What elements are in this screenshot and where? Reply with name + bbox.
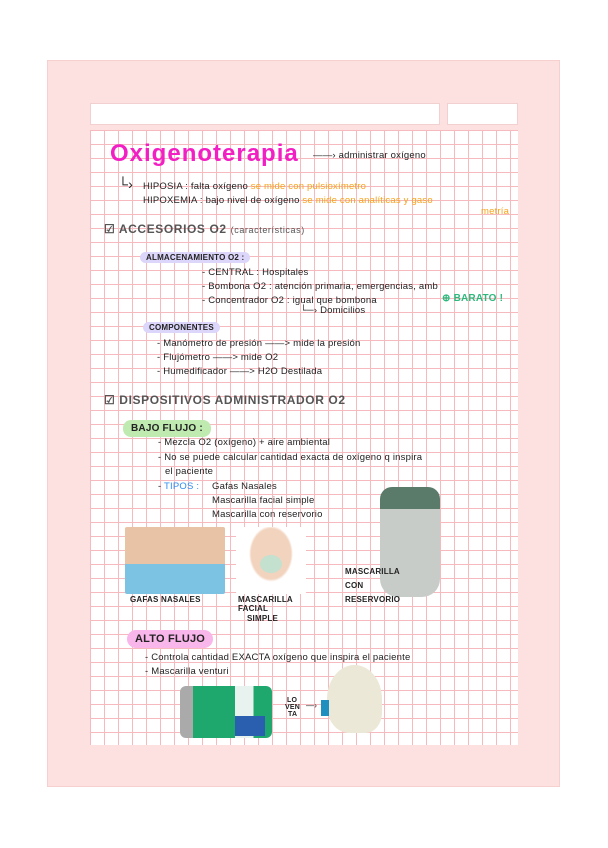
almacenamiento-item: - CENTRAL : Hospitales [202, 267, 309, 278]
hiposia-label: HIPOSIA : falta oxígeno [143, 181, 248, 192]
tipos-label: TIPOS : [164, 481, 200, 492]
caption-simple: MASCARILLA [238, 595, 293, 604]
barato-note [442, 293, 503, 304]
bracket-arrow-icon: └› [118, 176, 133, 192]
tipos-line: - TIPOS : [158, 481, 200, 492]
domicilios-text: Domicilios [320, 305, 366, 316]
tipo-item: Mascarilla facial simple [212, 495, 315, 506]
almacenamiento-item: - Bombona O2 : atención primaria, emergencias, amb [202, 281, 438, 292]
hiposia-note: se mide con pulsioxímetro [250, 181, 367, 192]
caption-simple: FACIAL [238, 604, 269, 613]
hipoxemia-line [143, 195, 433, 206]
dispositivos-heading: ☑ DISPOSITIVOS ADMINISTRADOR O2 [104, 393, 346, 407]
bajo-flujo-item: - No se puede calcular cantidad exacta de oxígeno q inspira [158, 452, 423, 463]
title-definition: ——› administrar oxígeno [313, 150, 426, 161]
hipoxemia-note-cont: metría [481, 206, 510, 217]
venturi-mask-photo [327, 665, 382, 733]
caption-loventa: LO [287, 697, 298, 704]
caption-simple: SIMPLE [247, 614, 278, 623]
hipoxemia-note: se mide con analíticas y gaso [302, 195, 433, 206]
caption-reservorio: MASCARILLA [345, 567, 400, 576]
domicilios-line: └─› Domicilios [300, 305, 366, 316]
venturi-valve-photo [180, 686, 272, 738]
caption-loventa: VEN [285, 704, 300, 711]
alto-flujo-item: - Controla cantidad EXACTA oxígeno que inspira el paciente [145, 652, 411, 663]
barato-text: BARATO ! [453, 293, 504, 304]
bajo-flujo-item: el paciente [165, 466, 214, 477]
tipo-item: Gafas Nasales [212, 481, 277, 492]
caption-reservorio: CON [345, 581, 364, 590]
nasal-cannula-photo [125, 527, 225, 594]
bajo-flujo-label: BAJO FLUJO : [123, 420, 211, 437]
simple-mask-photo [236, 527, 306, 594]
hipoxemia-label: HIPOXEMIA : bajo nivel de oxígeno [143, 195, 300, 206]
header-box [90, 103, 440, 125]
componente-item: - Flujómetro ——> mide O2 [157, 352, 279, 363]
dispositivos-title: DISPOSITIVOS ADMINISTRADOR O2 [119, 393, 346, 407]
accesorios-sub: (características) [230, 225, 305, 235]
plus-circle-icon: ⊕ [442, 293, 451, 304]
bajo-flujo-item: - Mezcla O2 (oxígeno) + aire ambiental [158, 437, 331, 448]
almacenamiento-item: - Concentrador O2 : igual que bombona [202, 295, 377, 306]
header-box-small [447, 103, 518, 125]
componente-item: - Humedificador ——> H2O Destilada [157, 366, 323, 377]
definition-text: administrar oxígeno [338, 150, 426, 161]
caption-loventa: TA [288, 711, 298, 718]
alto-flujo-label: ALTO FLUJO [127, 630, 213, 648]
accesorios-title: ACCESORIOS O2 [118, 222, 227, 236]
almacenamiento-label: ALMACENAMIENTO O2 : [140, 252, 250, 263]
componentes-label: COMPONENTES [143, 322, 220, 333]
reservoir-mask-photo [380, 487, 440, 597]
caption-reservorio: RESERVORIO [345, 595, 401, 604]
alto-flujo-item: - Mascarilla venturi [145, 666, 229, 677]
hiposia-line [143, 181, 366, 192]
tipo-item: Mascarilla con reservorio [212, 509, 323, 520]
accesorios-heading: ☑ ACCESORIOS O2 (características) [104, 222, 305, 236]
componente-item: - Manómetro de presión ——> mide la presión [157, 338, 361, 349]
caption-gafas: GAFAS NASALES [130, 595, 201, 604]
page-title: Oxigenoterapia [110, 140, 299, 167]
arrow-icon: —› [306, 701, 318, 710]
